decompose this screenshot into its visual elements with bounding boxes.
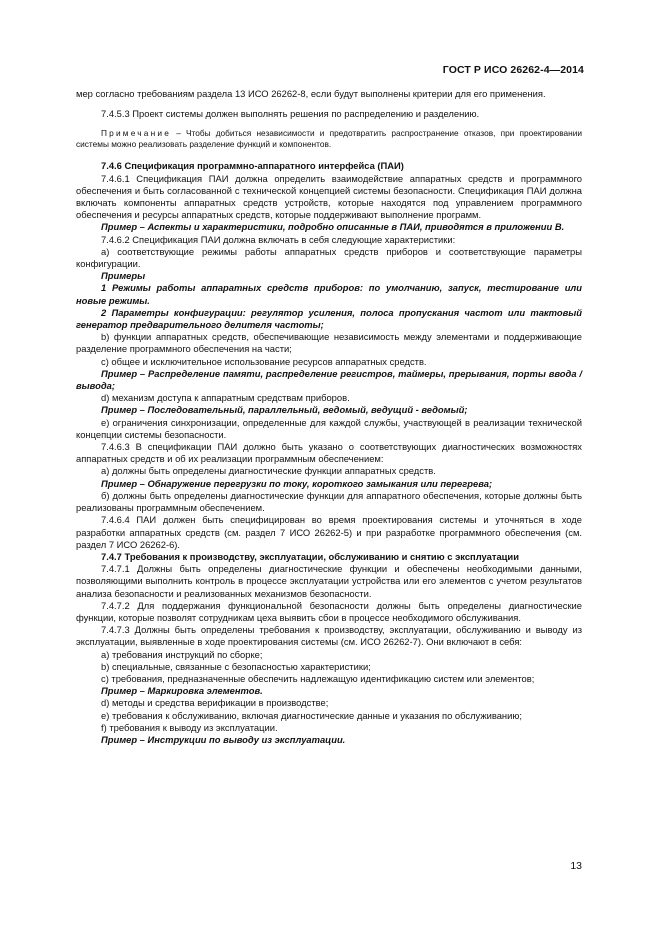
body-paragraph: с) требования, предназначенные обеспечить надлежащую идентификацию систем или элементов; [101,672,535,684]
body-paragraph: b) функции аппаратных средств, обеспечивающие независимость между элементами и поддерживающие разделение программного обеспечения на части; [76,331,582,355]
note-label: Примечание [101,128,172,139]
section-heading: 7.4.6 Спецификация программно-аппаратного интерфейса (ПАИ) [101,160,404,172]
example-paragraph: Пример – Маркировка элементов. [101,685,263,697]
body-paragraph: 7.4.6.4 ПАИ должен быть специфицирован во время проектирования системы и уточняться в ходе разработки аппаратных средств (см. раздел 7 ИСО 26262-5) и при разработке программного обеспечения (см. раздел 7 ИСО 26262-6). [76,514,582,550]
body-paragraph: мер согласно требованиям раздела 13 ИСО 26262-8, если будут выполнены критерии для его применения. [76,88,546,99]
note-paragraph [76,128,582,150]
body-paragraph: d) механизм доступа к аппаратным средствам приборов. [101,392,350,404]
paragraph-spacer [76,150,582,160]
example-paragraph: 1 Режимы работы аппаратных средств приборов: по умолчанию, запуск, тестирование или новые режимы. [76,282,582,306]
body-paragraph: 7.4.6.3 В спецификации ПАИ должно быть указано о соответствующих диагностических возможностях аппаратных средств и об их реализации программным обеспечением: [76,441,582,465]
document-header-id: ГОСТ Р ИСО 26262-4—2014 [442,64,584,76]
example-paragraph: 2 Параметры конфигурации: регулятор усиления, полоса пропускания частот или тактовый генератор предварительного делителя частоты; [76,306,582,331]
paragraph-spacer [76,100,582,108]
body-paragraph: а) должны быть определены диагностические функции аппаратных средств. [101,465,436,477]
document-body [76,88,582,746]
body-paragraph: а) требования инструкций по сборке; [101,648,263,660]
paragraph-spacer [76,120,582,128]
example-paragraph: Пример – Распределение памяти, распределение регистров, таймеры, прерывания, порты ввода / вывода; [76,367,582,392]
page-number: 13 [570,860,582,872]
example-paragraph: Пример – Обнаружение перегрузки по току, короткого замыкания или перегрева; [101,477,493,489]
note-text: – Чтобы добиться независимости и предотвратить распространение отказов, при проектировании системы можно реализовать разделение функций и компонентов. [76,128,582,150]
example-paragraph: Пример – Аспекты и характеристики, подробно описанные в ПАИ, приводятся в приложении В. [101,221,565,233]
body-paragraph: 7.4.7.3 Должны быть определены требования к производству, эксплуатации, обслуживанию и выводу из эксплуатации, выявленные в ходе проектирования системы (см. ИСО 26262-7). Они включают в себя: [76,624,582,648]
body-paragraph: е) ограничения синхронизации, определенные для каждой службы, участвующей в реализации технической концепции системы безопасности. [76,416,582,440]
example-paragraph: Пример – Инструкции по выводу из эксплуатации. [101,733,346,745]
body-paragraph: 7.4.7.1 Должны быть определены диагностические функции и обеспечены необходимыми данными, позволяющими выполнить контроль в процессе эксплуатации устройства или его элементов с учетом результатов анализа безопасности и реализованных механизмов безопасности. [76,563,582,599]
body-paragraph: а) соответствующие режимы работы аппаратных средств приборов и соответствующие параметры конфигурации. [76,245,582,270]
body-paragraph: 7.4.6.1 Спецификация ПАИ должна определить взаимодействие аппаратных средств и программного обеспечения и быть согласованной с технической концепцией системы безопасности. Спецификация ПАИ должна включать компоненты аппаратных средств устройств, которые находятся под управлением программного обеспечения и ресурсы аппаратных средств, которые поддерживают выполнение программ. [76,172,582,221]
example-paragraph: Пример – Последовательный, параллельный, ведомый, ведущий - ведомый; [101,404,468,416]
body-paragraph: f) требования к выводу из эксплуатации. [101,721,278,733]
body-paragraph: б) должны быть определены диагностические функции для аппаратного обеспечения, которые должны быть реализованы программным обеспечением. [76,489,582,514]
section-heading: 7.4.7 Требования к производству, эксплуатации, обслуживанию и снятию с эксплуатации [101,550,519,562]
body-paragraph: с) общее и исключительное использование ресурсов аппаратных средств. [101,355,427,367]
body-paragraph: 7.4.7.2 Для поддержания функциональной безопасности должны быть определены диагностические функции, которые позволят сотрудникам цеха выявить сбои в процессе необходимого обслуживания. [76,599,582,623]
body-paragraph: 7.4.5.3 Проект системы должен выполнять решения по распределению и разделению. [101,108,480,120]
body-paragraph: е) требования к обслуживанию, включая диагностические данные и указания по обслуживанию; [101,709,522,721]
body-paragraph: b) специальные, связанные с безопасностью характеристики; [101,660,371,672]
body-paragraph: d) методы и средства верификации в производстве; [101,697,329,709]
example-paragraph: Примеры [101,270,146,282]
body-paragraph: 7.4.6.2 Спецификация ПАИ должна включать в себя следующие характеристики: [101,233,456,245]
